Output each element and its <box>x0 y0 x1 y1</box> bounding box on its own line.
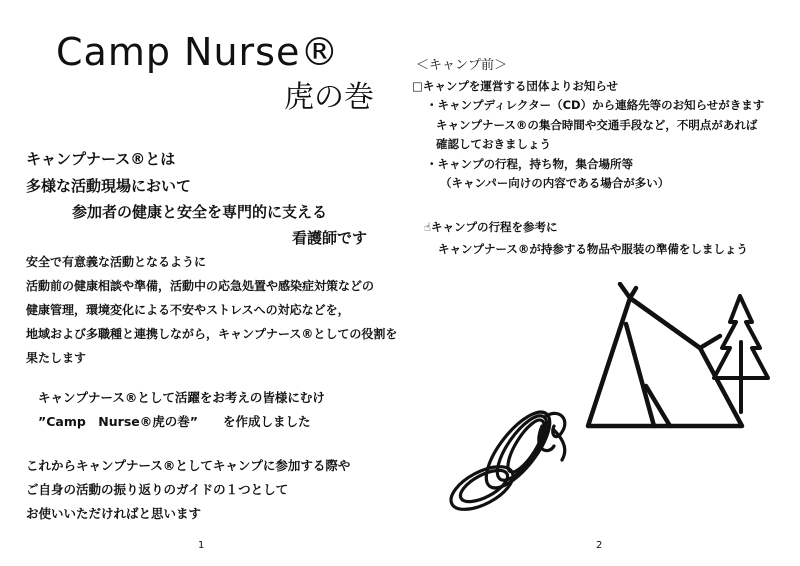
right-page <box>400 0 800 566</box>
document-title: Camp Nurse® <box>56 30 340 74</box>
reference-title-row <box>424 219 558 235</box>
page-number-left: 1 <box>198 540 205 551</box>
pointing-hand-icon: ☝ <box>424 220 432 234</box>
body-line: 活動前の健康相談や準備，活動中の応急処置や感染症対策などの <box>26 279 375 293</box>
notice-item: （キャンパー向けの内容である場合が多い） <box>440 176 670 190</box>
body-line: 果たします <box>26 351 87 365</box>
reference-title: キャンプの行程を参考に <box>431 220 558 234</box>
body-line: 地域および多職種と連携しながら，キャンプナース®としての役割を <box>26 327 398 341</box>
body-line: 安全で有意義な活動となるように <box>26 255 207 269</box>
intro-line-1: キャンプナース®とは <box>26 150 176 168</box>
notice-item: ・キャンプディレクター（CD）から連絡先等のお知らせがきます <box>426 98 765 112</box>
section-heading: ＜キャンプ前＞ <box>416 58 508 73</box>
notice-item: キャンプナース®の集合時間や交通手段など，不明点があれば <box>436 117 758 132</box>
creation-note <box>38 386 325 434</box>
page-number-right: 2 <box>596 540 603 551</box>
intro-line-2: 多様な活動現場において <box>26 177 192 195</box>
intro-line-4: 看護師です <box>292 229 368 247</box>
body-paragraph <box>26 250 396 370</box>
creation-note-line: ”Camp Nurse®虎の巻” を作成しました <box>38 414 311 429</box>
body-line: 健康管理，環境変化による不安やストレスへの対応などを， <box>26 303 350 317</box>
notice-item: 確認しておきましょう <box>436 137 551 151</box>
document-subtitle: 虎の巻 <box>284 80 374 115</box>
usage-note <box>26 454 350 526</box>
reference-text: キャンプナース®が持参する物品や服装の準備をしましょう <box>438 242 748 256</box>
notice-title: □キャンプを運営する団体よりお知らせ <box>412 79 619 93</box>
notice-items <box>426 96 764 194</box>
creation-note-line: キャンプナース®として活躍をお考えの皆様にむけ <box>38 390 325 405</box>
pine-tree-icon <box>714 296 768 412</box>
rope-icon <box>442 390 582 520</box>
intro-line-3: 参加者の健康と安全を専門的に支える <box>72 203 328 221</box>
usage-note-line: これからキャンプナース®としてキャンプに参加する際や <box>26 458 351 473</box>
usage-note-line: ご自身の活動の振り返りのガイドの１つとして <box>26 482 289 497</box>
usage-note-line: お使いいただければと思います <box>26 506 202 521</box>
notice-item: ・キャンプの行程，持ち物，集合場所等 <box>426 156 633 171</box>
tent-icon <box>580 282 780 442</box>
